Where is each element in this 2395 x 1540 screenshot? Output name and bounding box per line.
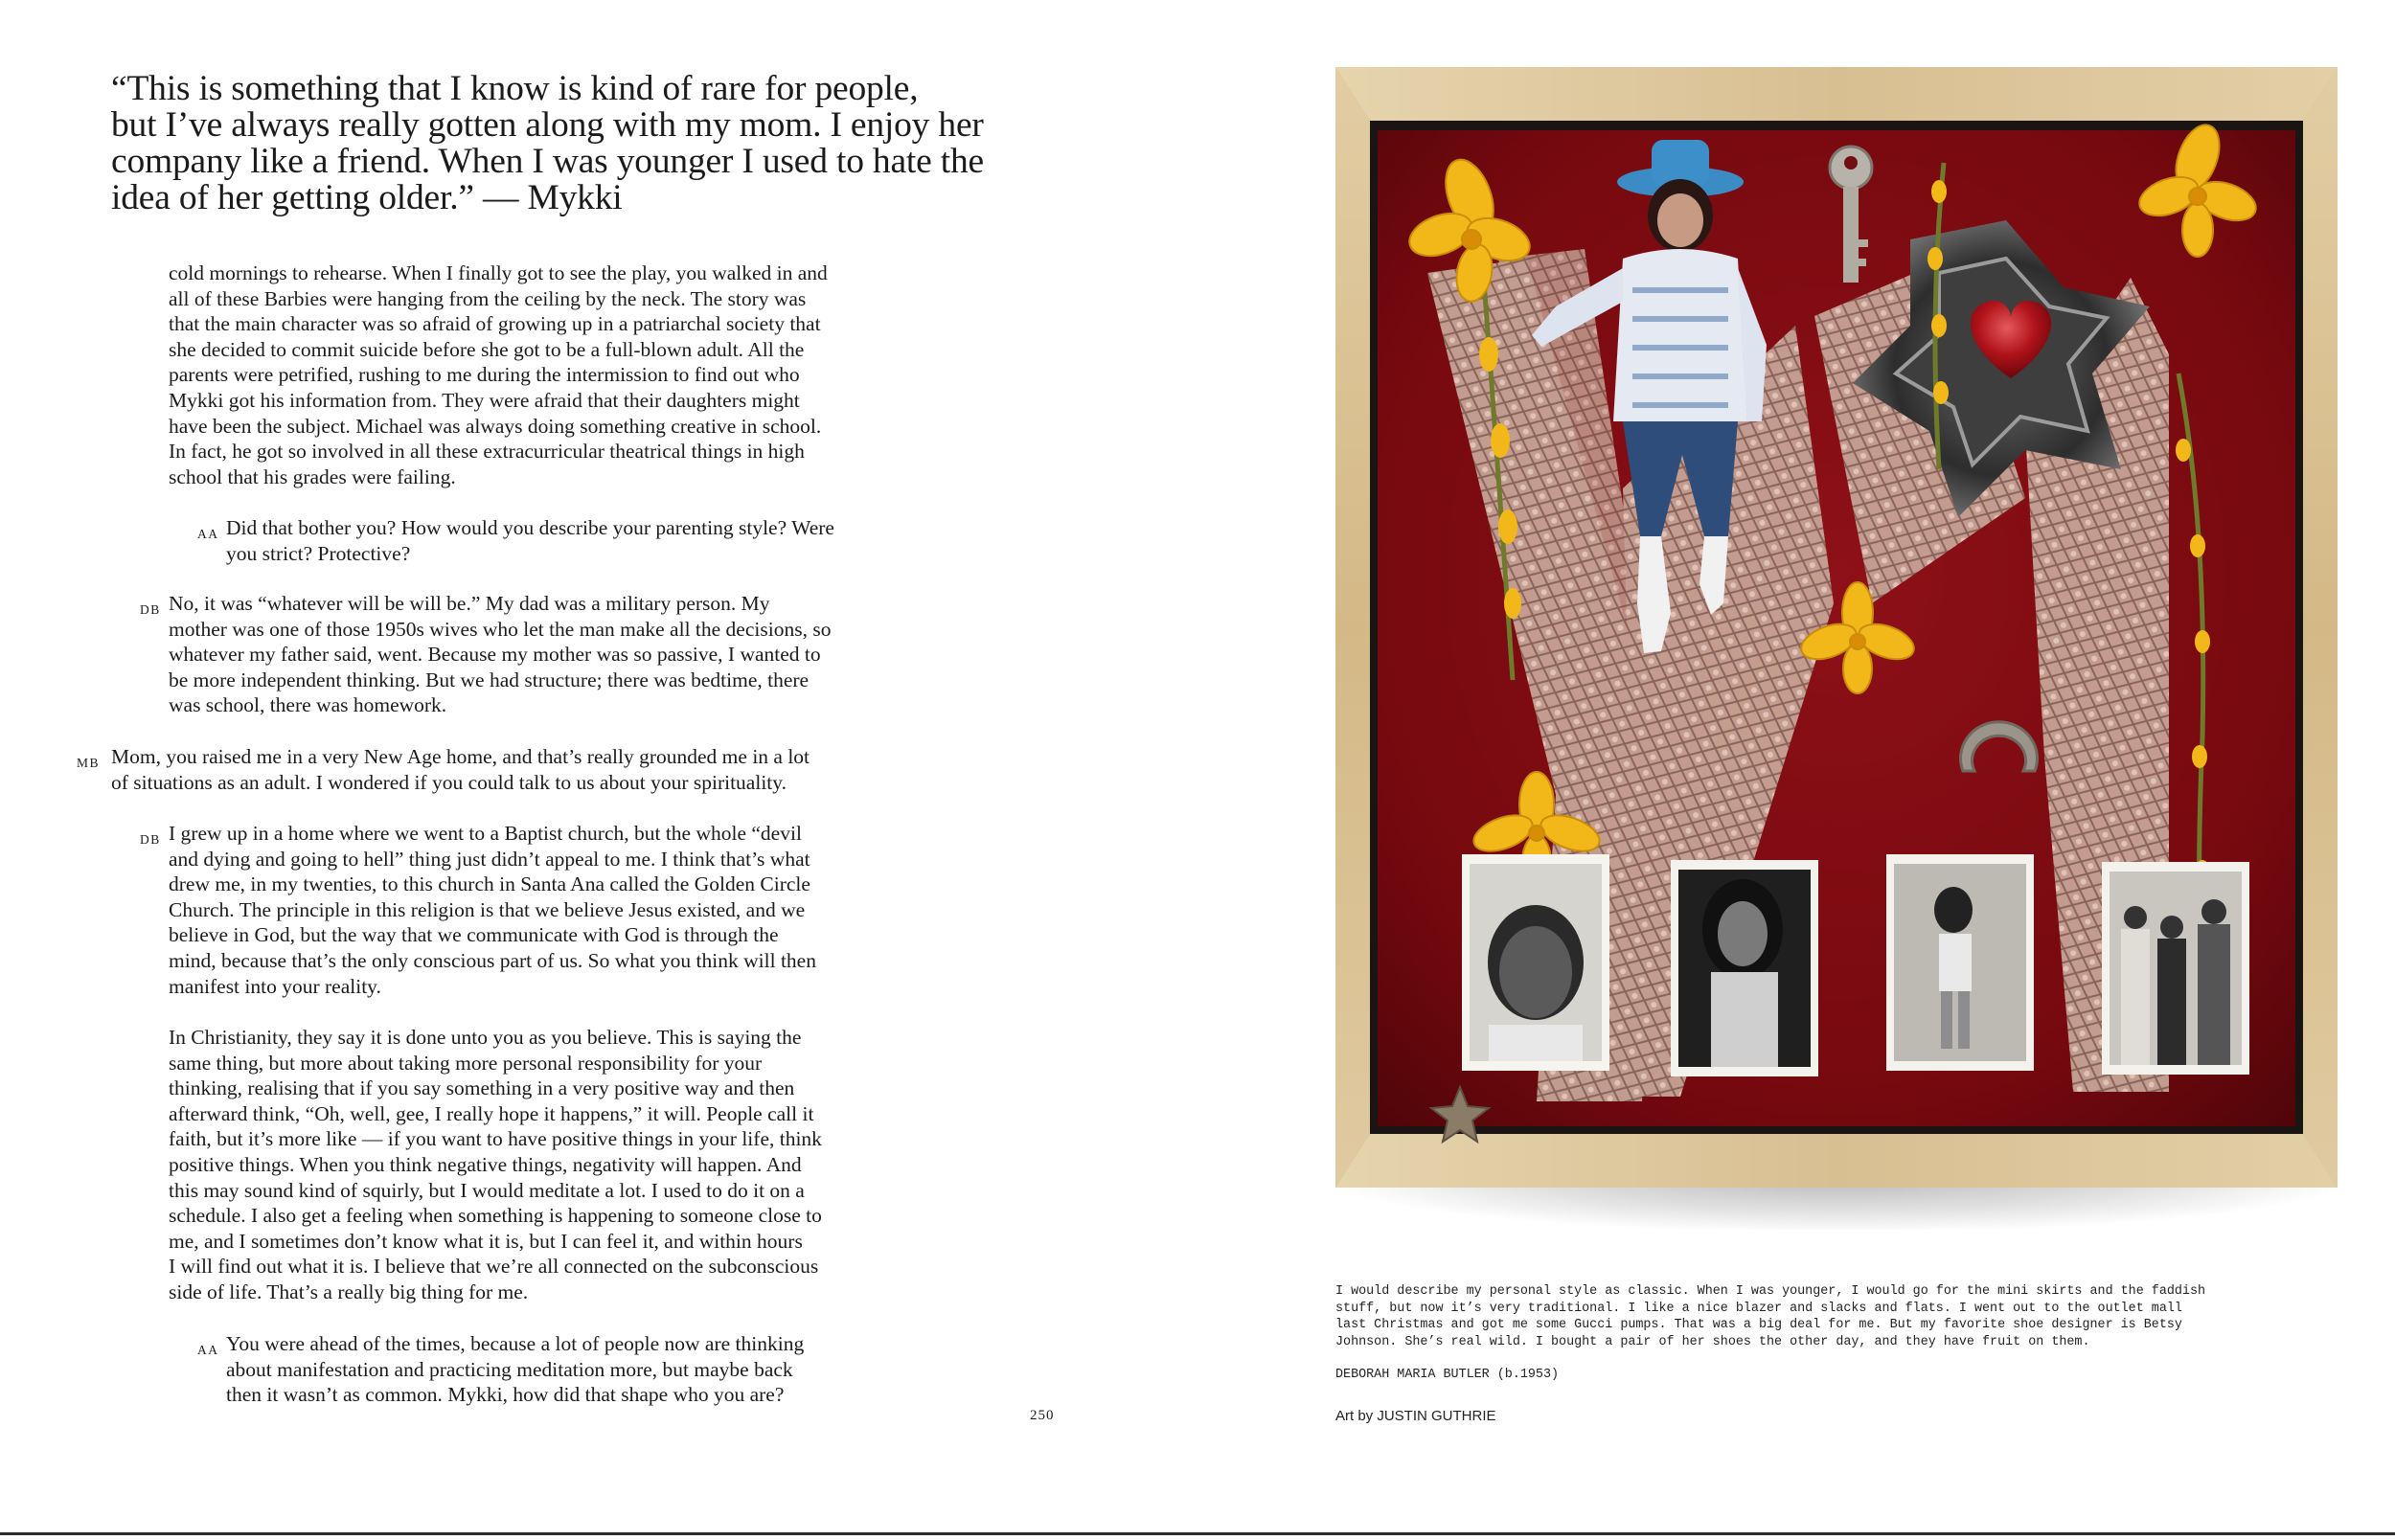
interview-block <box>77 744 810 795</box>
text-line: I grew up in a home where we went to a Baptist church, but the whole “devil <box>169 822 802 845</box>
text-line: In Christianity, they say it is done unto you as you believe. This is saying the <box>169 1026 802 1049</box>
speaker-initials: DB <box>140 602 161 617</box>
vintage-photo-childhood <box>1462 854 1609 1071</box>
interview-block <box>197 515 834 566</box>
interview-block <box>169 1025 822 1305</box>
text-line: thinking, realising that if you say something in a very positive way and then <box>169 1076 795 1100</box>
text-line: then it wasn’t as common. Mykki, how did that shape who you are? <box>226 1383 785 1407</box>
pull-quote-line: idea of her getting older.” — Mykki <box>111 178 623 217</box>
text-line: mother was one of those 1950s wives who let the man make all the decisions, so <box>169 617 832 641</box>
vintage-photo-family <box>2102 862 2249 1075</box>
text-line: cold mornings to rehearse. When I finally got to see the play, you walked in and <box>169 261 828 284</box>
interview-block <box>140 591 832 718</box>
text-line: In fact, he got so involved in all these extracurricular theatrical things in high <box>169 440 805 464</box>
interview-block <box>169 260 828 489</box>
text-line: No, it was “whatever will be will be.” My dad was a military person. My <box>169 592 770 615</box>
caption-line: stuff, but now it’s very traditional. I like a nice blazer and slacks and flats. I went out to the outlet mall <box>1335 1301 2182 1316</box>
text-line: afterward think, “Oh, well, gee, I really hope it happens,” it will. People call it <box>169 1101 814 1125</box>
text-line: Church. The principle in this religion is that we believe Jesus existed, and we <box>169 897 806 921</box>
text-line: have been the subject. Michael was always doing something creative in school. <box>169 414 822 438</box>
text-line: I will find out what it is. I believe that we’re all connected on the subconscious <box>169 1255 819 1279</box>
text-line: positive things. When you think negative things, negativity will happen. And <box>169 1152 802 1176</box>
text-line: she decided to commit suicide before she got to be a full-blown adult. All the <box>169 337 805 361</box>
interview-block <box>197 1331 805 1408</box>
text-line: and dying and going to hell” thing just didn’t appeal to me. I think that’s what <box>169 847 810 871</box>
text-line: of situations as an adult. I wondered if you could talk to us about your spirituality. <box>111 770 787 794</box>
page-bottom-rule <box>0 1532 2395 1535</box>
caption-line: last Christmas and got me some Gucci pumps. That was a big deal for me. But my favorite shoe designer is Betsy <box>1335 1318 2182 1332</box>
text-line: that the main character was so afraid of growing up in a patriarchal society that <box>169 312 821 336</box>
text-line: be more independent thinking. But we had structure; there was bedtime, there <box>169 668 810 691</box>
text-line: mind, because that’s the only conscious part of us. So what you think will then <box>169 948 816 972</box>
text-line: about manifestation and practicing meditation more, but maybe back <box>226 1357 793 1381</box>
page-number: 250 <box>1030 1408 1055 1423</box>
speaker-initials: MB <box>77 756 101 770</box>
caption-line: Johnson. She’s real wild. I bought a pair of her shoes the other day, and they have fruit on them. <box>1335 1334 2090 1349</box>
text-line: was school, there was homework. <box>169 693 447 717</box>
speaker-initials: AA <box>197 527 219 541</box>
pull-quote-line: company like a friend. When I was younger I used to hate the <box>111 142 984 181</box>
speaker-initials: AA <box>197 1343 219 1357</box>
text-line: Did that bother you? How would you describe your parenting style? Were <box>226 516 834 539</box>
text-line: this may sound kind of squirly, but I would meditate a lot. I used to do it on a <box>169 1178 805 1202</box>
pull-quote-line: but I’ve always really gotten along with my mom. I enjoy her <box>111 105 984 145</box>
text-line: Mykki got his information from. They were afraid that their daughters might <box>169 388 800 412</box>
caption-line: I would describe my personal style as classic. When I was younger, I would go for the mini skirts and the faddish <box>1335 1284 2206 1299</box>
text-line: side of life. That’s a really big thing for me. <box>169 1280 529 1303</box>
text-line: school that his grades were failing. <box>169 464 456 488</box>
text-line: parents were petrified, rushing to me during the intermission to find out who <box>169 363 800 387</box>
art-credit: Art by JUSTIN GUTHRIE <box>1335 1408 1496 1424</box>
text-line: believe in God, but the way that we communicate with God is through the <box>169 923 779 947</box>
text-line: all of these Barbies were hanging from the ceiling by the neck. The story was <box>169 286 807 310</box>
text-line: Mom, you raised me in a very New Age home, and that’s really grounded me in a lot <box>111 745 810 768</box>
text-line: same thing, but more about taking more personal responsibility for your <box>169 1051 763 1075</box>
text-line: me, and I sometimes don’t know what it is, but I can feel it, and within hours <box>169 1229 803 1253</box>
text-line: You were ahead of the times, because a lot of people now are thinking <box>226 1332 805 1355</box>
artwork-caption <box>1335 1283 2332 1350</box>
text-line: drew me, in my twenties, to this church in Santa Ana called the Golden Circle <box>169 872 810 896</box>
subject-name: DEBORAH MARIA BUTLER (b.1953) <box>1335 1368 1560 1382</box>
speaker-initials: DB <box>140 832 161 847</box>
text-line: schedule. I also get a feeling when something is happening to someone close to <box>169 1204 822 1228</box>
pull-quote-line: “This is something that I know is kind of rare for people, <box>111 69 919 108</box>
artwork-collage <box>1335 67 2338 1188</box>
vintage-photo-swimsuit <box>1886 854 2034 1071</box>
text-line: manifest into your reality. <box>169 974 381 998</box>
text-line: faith, but it’s more like — if you want to have positive things in your life, think <box>169 1127 822 1151</box>
text-line: whatever my father said, went. Because my mother was so passive, I wanted to <box>169 643 821 667</box>
pull-quote <box>111 71 1031 216</box>
vintage-photo-young-woman <box>1671 860 1818 1076</box>
interview-block <box>140 821 816 999</box>
text-line: you strict? Protective? <box>226 541 411 565</box>
